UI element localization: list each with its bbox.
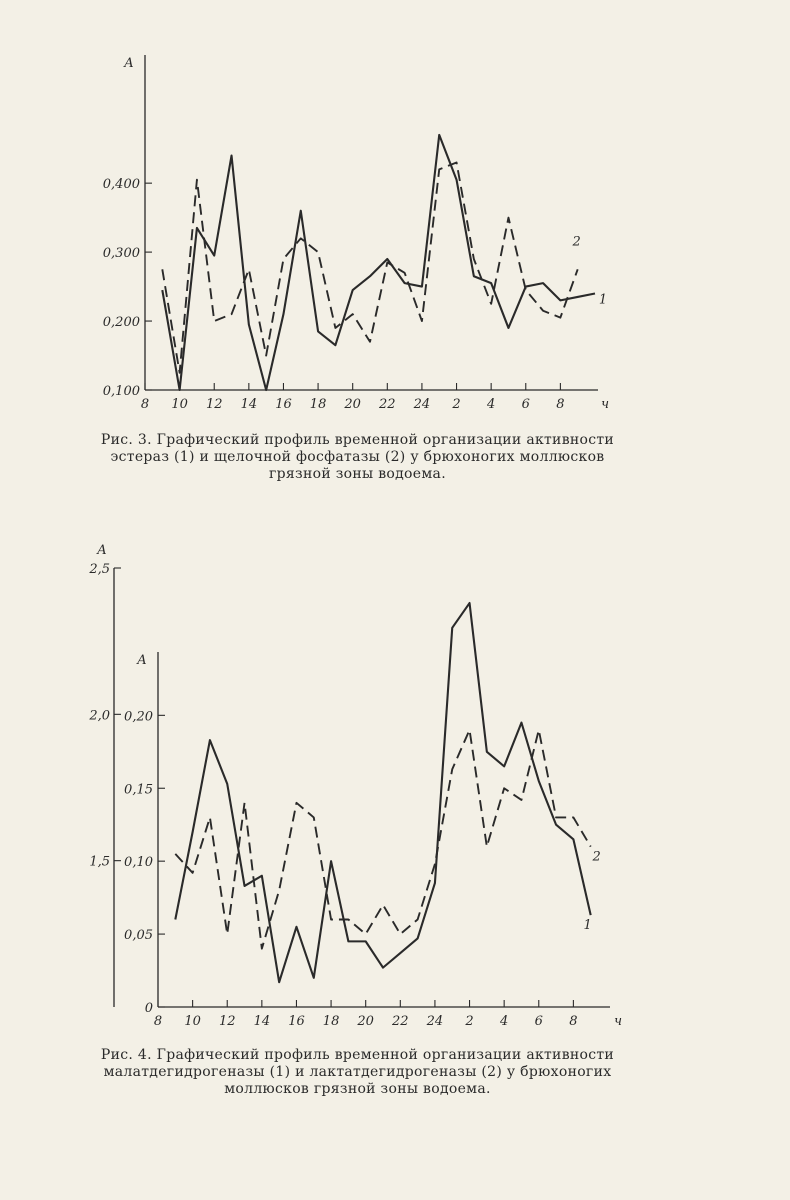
y-tick-label: 0,20 bbox=[124, 709, 153, 725]
x-tick-label: 16 bbox=[288, 1014, 305, 1029]
y-tick-label: 0 bbox=[144, 1001, 153, 1016]
x-tick-label: 10 bbox=[184, 1014, 201, 1029]
y-axis-title: A bbox=[137, 653, 147, 668]
y-tick-label: 0,300 bbox=[102, 246, 140, 262]
y-tick-label: 0,05 bbox=[124, 928, 153, 944]
figure-4-chart bbox=[0, 500, 790, 1040]
x-tick-label: 8 bbox=[569, 1014, 578, 1029]
y-tick-label: 0,10 bbox=[124, 855, 153, 871]
x-tick-label: 4 bbox=[487, 397, 496, 412]
x-tick-label: 10 bbox=[171, 397, 188, 412]
x-tick-label: 4 bbox=[500, 1014, 509, 1029]
x-tick-label: 12 bbox=[205, 397, 223, 412]
figure-3-chart bbox=[0, 0, 790, 430]
x-tick-label: 14 bbox=[253, 1014, 271, 1029]
x-tick-label: 18 bbox=[309, 397, 327, 412]
y2-axis-title: A bbox=[97, 543, 107, 558]
x-tick-label: 24 bbox=[413, 397, 431, 412]
y-axis-title: A bbox=[124, 56, 134, 71]
x-tick-label: 8 bbox=[153, 1014, 163, 1029]
x-tick-label: 2 bbox=[465, 1014, 474, 1029]
x-tick-label: 2 bbox=[452, 397, 461, 412]
x-tick-label: 22 bbox=[392, 1014, 409, 1029]
x-tick-label: 8 bbox=[140, 397, 150, 412]
x-tick-label: 8 bbox=[556, 397, 565, 412]
x-tick-label: 20 bbox=[344, 397, 361, 412]
x-tick-label: 24 bbox=[426, 1014, 444, 1029]
y-tick-label: 0,400 bbox=[102, 177, 140, 193]
figure-4-caption: Рис. 4. Графический профиль временной организации активности малатдегидрогеназы (1) и лактатдегидрогеназы (2) у брюхоногих моллюсков грязной зоны водоема. bbox=[100, 1047, 615, 1097]
series-1-line bbox=[162, 135, 595, 390]
series-2-label: 2 bbox=[592, 849, 601, 865]
x-tick-label: 6 bbox=[521, 397, 530, 412]
x-tick-label: 20 bbox=[357, 1014, 374, 1029]
y-tick-label: 0,200 bbox=[102, 315, 140, 331]
x-tick-label: 6 bbox=[534, 1014, 543, 1029]
x-tick-label: 22 bbox=[379, 397, 396, 412]
series-2-label: 2 bbox=[572, 234, 581, 250]
series-1-label: 1 bbox=[598, 292, 608, 308]
series-1-label: 1 bbox=[583, 918, 592, 934]
x-tick-label: 16 bbox=[275, 397, 292, 412]
y2-tick-label: 2,5 bbox=[89, 562, 110, 577]
x-tick-label: 18 bbox=[322, 1014, 340, 1029]
y2-tick-label: 2,0 bbox=[89, 708, 110, 724]
x-axis-unit: ч bbox=[600, 397, 610, 412]
figure-3-caption: Рис. 3. Графический профиль временной организации активности эстераз (1) и щелочной фосфатазы (2) у брюхоногих моллюсков грязной зоны водоема. bbox=[100, 432, 615, 482]
x-tick-label: 14 bbox=[240, 397, 258, 412]
series-1-line bbox=[175, 603, 590, 982]
y-tick-label: 0,15 bbox=[124, 782, 153, 798]
y-tick-label: 0,100 bbox=[102, 384, 140, 399]
x-tick-label: 12 bbox=[218, 1014, 236, 1029]
y2-tick-label: 1,5 bbox=[89, 854, 110, 870]
x-axis-unit: ч bbox=[613, 1014, 623, 1029]
